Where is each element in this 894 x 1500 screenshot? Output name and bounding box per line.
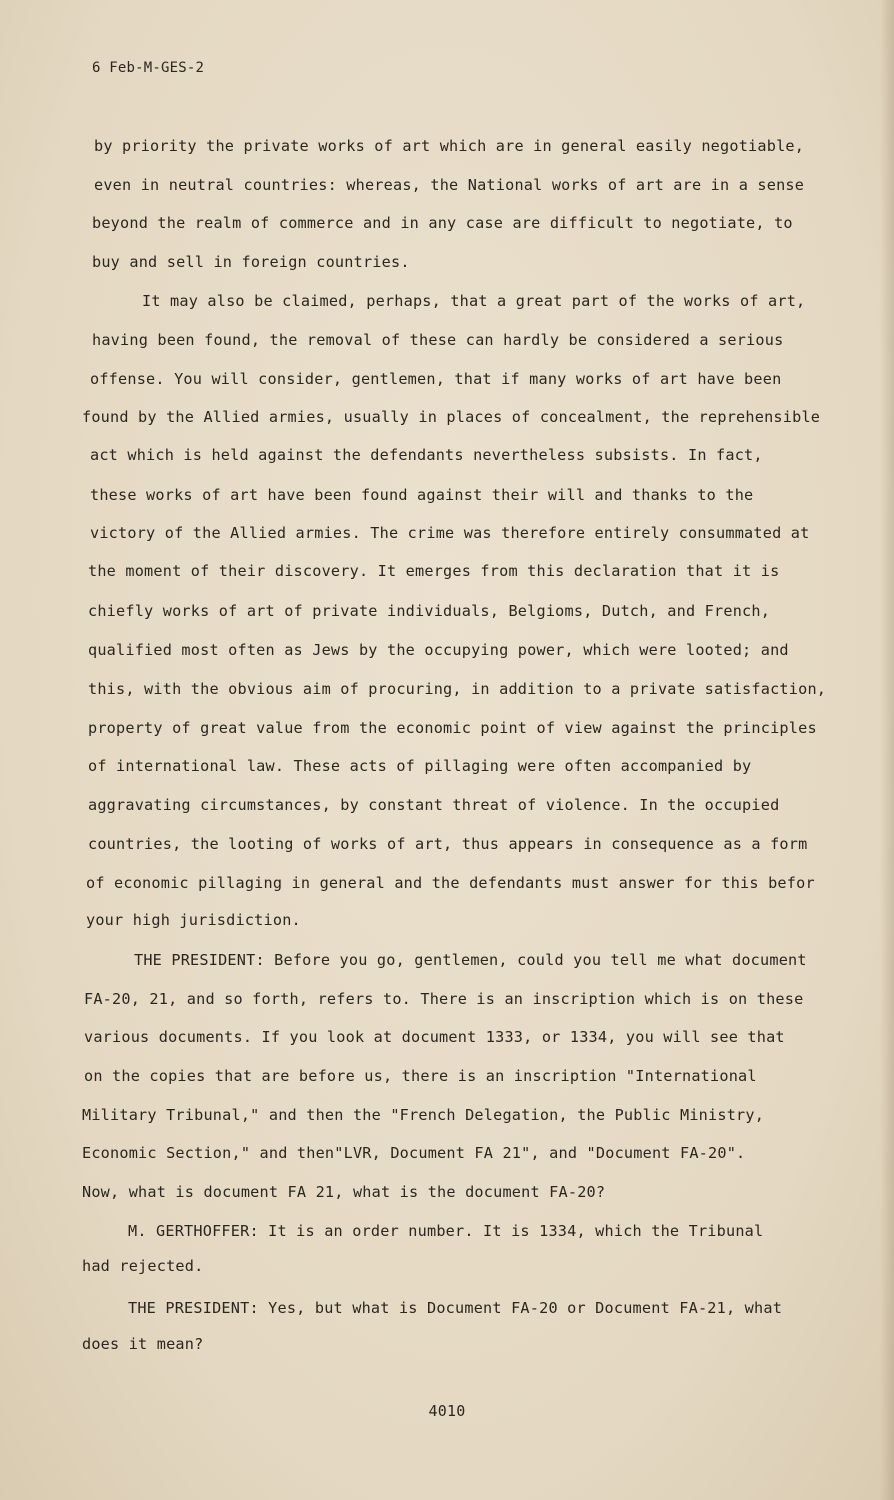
text-line: by priority the private works of art which are in general easily negotiable, bbox=[94, 137, 805, 155]
text-line: found by the Allied armies, usually in places of concealment, the reprehensible bbox=[82, 408, 821, 426]
text-line: act which is held against the defendants nevertheless subsists. In fact, bbox=[90, 446, 763, 464]
text-line: the moment of their discovery. It emerges from this declaration that it is bbox=[88, 562, 780, 580]
text-line: buy and sell in foreign countries. bbox=[92, 253, 410, 271]
text-line: Economic Section," and then"LVR, Document FA 21", and "Document FA-20". bbox=[82, 1144, 746, 1162]
text-line: even in neutral countries: whereas, the National works of art are in a sense bbox=[94, 176, 805, 194]
text-line: property of great value from the economic point of view against the principles bbox=[88, 719, 817, 737]
text-line: M. GERTHOFFER: It is an order number. It is 1334, which the Tribunal bbox=[128, 1222, 764, 1240]
text-line: Now, what is document FA 21, what is the document FA-20? bbox=[82, 1183, 606, 1201]
text-line: had rejected. bbox=[82, 1257, 204, 1275]
text-line: THE PRESIDENT: Yes, but what is Document FA-20 or Document FA-21, what bbox=[128, 1299, 783, 1317]
text-line: beyond the realm of commerce and in any case are difficult to negotiate, to bbox=[92, 214, 793, 232]
text-line: of economic pillaging in general and the defendants must answer for this befor bbox=[86, 874, 815, 892]
text-line: this, with the obvious aim of procuring, in addition to a private satisfaction, bbox=[88, 680, 827, 698]
page-reference-header: 6 Feb-M-GES-2 bbox=[92, 60, 205, 76]
text-line: Military Tribunal," and then the "French Delegation, the Public Ministry, bbox=[82, 1106, 765, 1124]
text-line: chiefly works of art of private individuals, Belgioms, Dutch, and French, bbox=[88, 602, 771, 620]
text-line: of international law. These acts of pillaging were often accompanied by bbox=[88, 757, 752, 775]
text-line: offense. You will consider, gentlemen, that if many works of art have been bbox=[90, 370, 782, 388]
text-line: on the copies that are before us, there is an inscription "International bbox=[84, 1067, 757, 1085]
text-line: THE PRESIDENT: Before you go, gentlemen, could you tell me what document bbox=[134, 951, 807, 969]
text-line: countries, the looting of works of art, thus appears in consequence as a form bbox=[88, 835, 808, 853]
text-line: does it mean? bbox=[82, 1335, 204, 1353]
text-line: having been found, the removal of these can hardly be considered a serious bbox=[92, 331, 784, 349]
text-line: victory of the Allied armies. The crime was therefore entirely consummated at bbox=[90, 524, 810, 542]
page-edge-shadow bbox=[880, 0, 894, 1500]
text-line: these works of art have been found against their will and thanks to the bbox=[90, 486, 754, 504]
text-line: It may also be claimed, perhaps, that a great part of the works of art, bbox=[142, 292, 806, 310]
text-line: aggravating circumstances, by constant threat of violence. In the occupied bbox=[88, 796, 780, 814]
text-line: your high jurisdiction. bbox=[86, 911, 301, 929]
page-number: 4010 bbox=[428, 1402, 466, 1420]
text-line: FA-20, 21, and so forth, refers to. There is an inscription which is on these bbox=[84, 990, 804, 1008]
text-line: qualified most often as Jews by the occupying power, which were looted; and bbox=[88, 641, 789, 659]
text-line: various documents. If you look at document 1333, or 1334, you will see that bbox=[84, 1028, 785, 1046]
